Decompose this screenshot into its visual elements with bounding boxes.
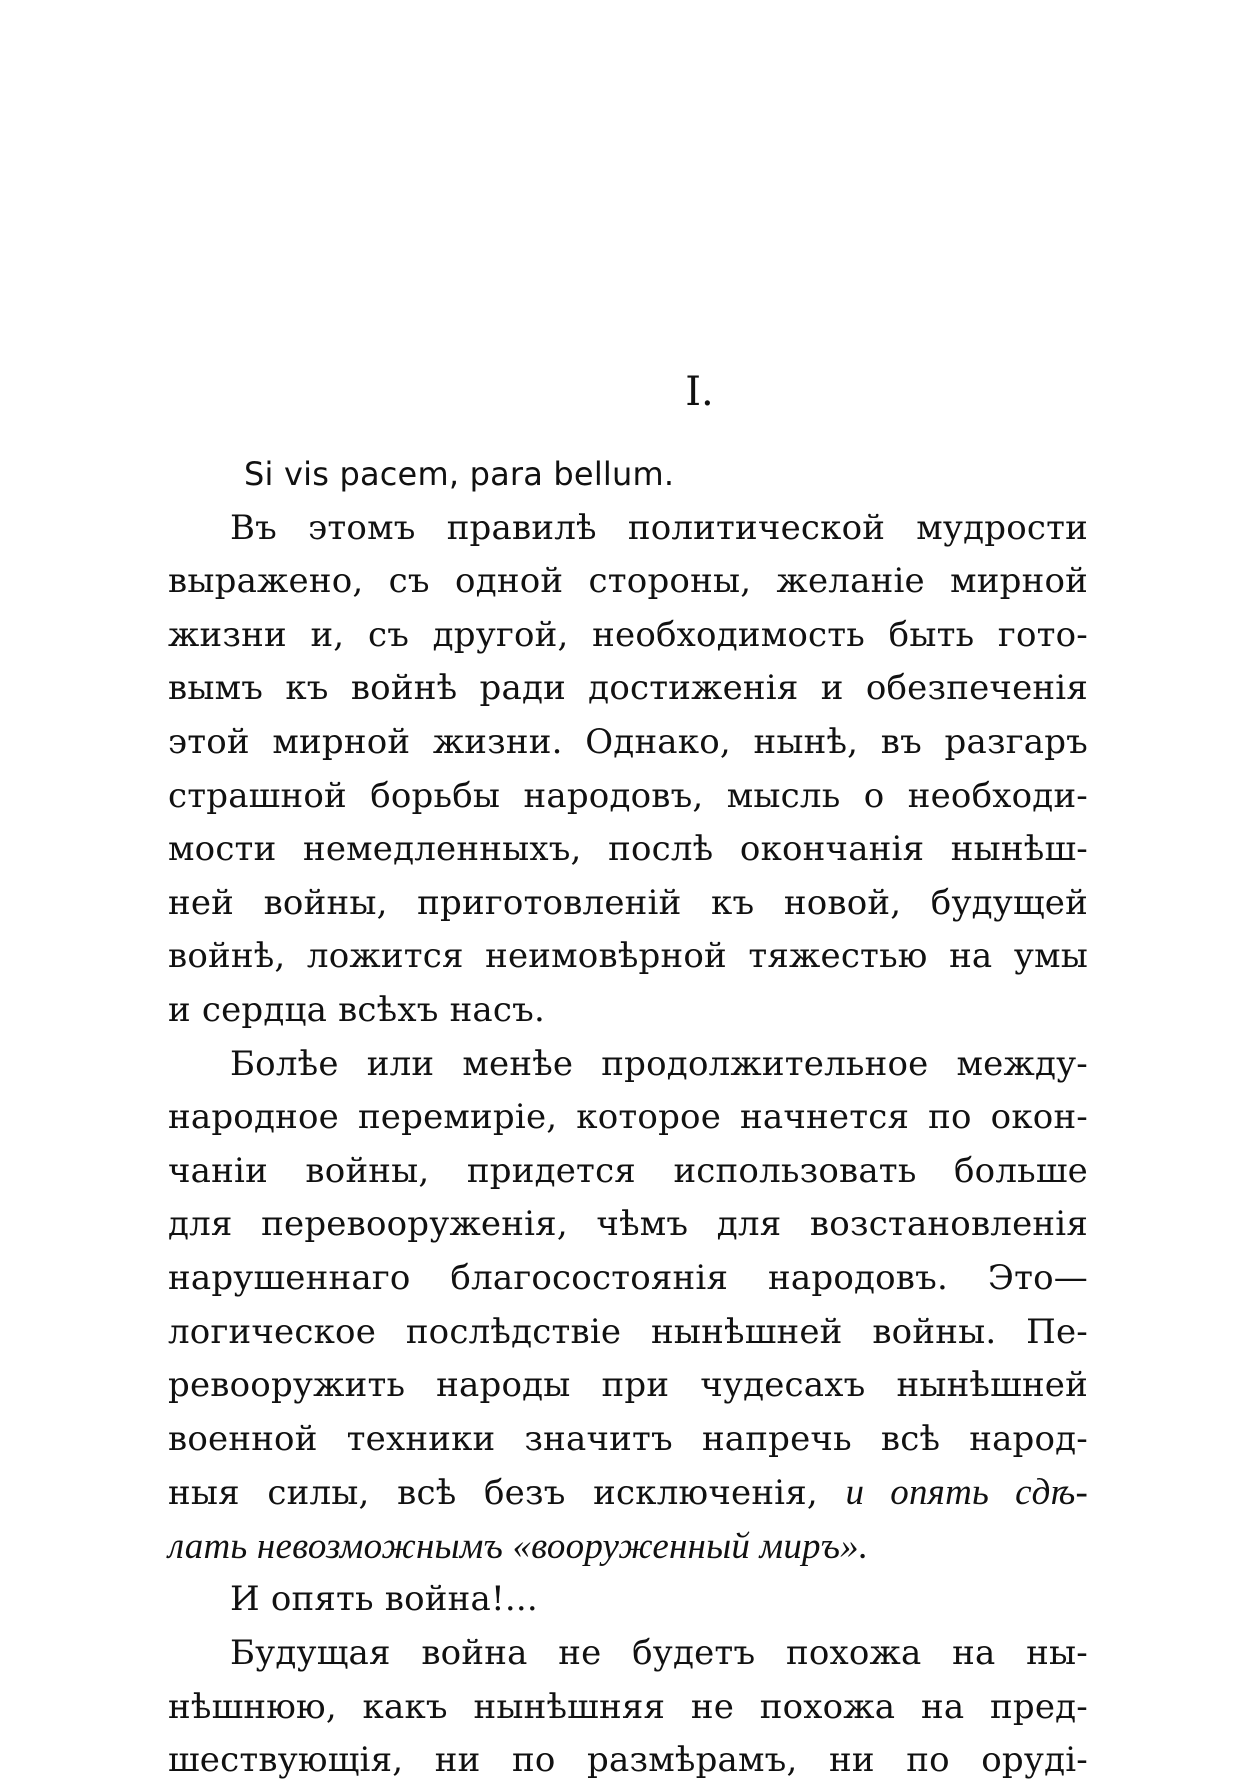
text-line: шествующія, ни по размѣрамъ, ни по оруді- (168, 1740, 1088, 1781)
text-line: этой мирной жизни. Однако, нынѣ, въ разгаръ (168, 721, 1088, 762)
text-line: ней войны, приготовленій къ новой, будущей (168, 882, 1088, 923)
text-line: ревооружить народы при чудесахъ нынѣшней (168, 1365, 1088, 1406)
chapter-number: I. (685, 369, 714, 415)
text-line: чаніи войны, придется использовать больше (168, 1150, 1088, 1191)
text-line: мости немедленныхъ, послѣ окончанія нынѣш- (168, 829, 1088, 870)
text-line: для перевооруженія, чѣмъ для возстановленія (168, 1204, 1088, 1245)
text-line: жизни и, съ другой, необходимость быть гото- (168, 614, 1088, 655)
text-line: Болѣе или менѣе продолжительное между- (230, 1043, 1088, 1084)
text-line: И опять война!... (230, 1579, 538, 1620)
emphasized-text: лать невозможнымъ «вооруженный миръ». (168, 1525, 869, 1567)
text-line: и сердца всѣхъ насъ. (168, 989, 545, 1030)
text-line: военной техники значитъ напречь всѣ народ- (168, 1418, 1088, 1459)
paragraph-2 (168, 1038, 1088, 1574)
plain-text: ныя силы, всѣ безъ исключенія, (168, 1473, 818, 1514)
emphasized-line (168, 1520, 1088, 1574)
text-line: страшной борьбы народовъ, мысль о необходи- (168, 775, 1088, 816)
text-line: выражено, съ одной стороны, желаніе мирной (168, 561, 1088, 602)
paragraph-3 (168, 1573, 1088, 1627)
text-line: вымъ къ войнѣ ради достиженія и обезпеченія (168, 668, 1088, 709)
text-line: народное перемиріе, которое начнется по окон- (168, 1097, 1088, 1138)
text-line-mixed (168, 1466, 1088, 1520)
text-line: логическое послѣдствіе нынѣшней войны. Пе- (168, 1311, 1088, 1352)
chapter-body (168, 448, 1088, 1788)
emphasized-text: и опять сдѣ- (845, 1472, 1089, 1514)
text-line: нарушеннаго благосостоянія народовъ. Это— (168, 1257, 1088, 1298)
paragraph-1 (168, 502, 1088, 1038)
text-line: Въ этомъ правилѣ политической мудрости (230, 507, 1088, 548)
text-line: нѣшнюю, какъ нынѣшняя не похожа на пред- (168, 1686, 1088, 1727)
paragraph-4 (168, 1627, 1088, 1788)
epigraph: Si vis pacem, para bellum. (244, 455, 675, 493)
text-line: Будущая война не будетъ похожа на ны- (230, 1633, 1088, 1674)
text-line: войнѣ, ложится неимовѣрной тяжестью на умы (168, 936, 1088, 977)
